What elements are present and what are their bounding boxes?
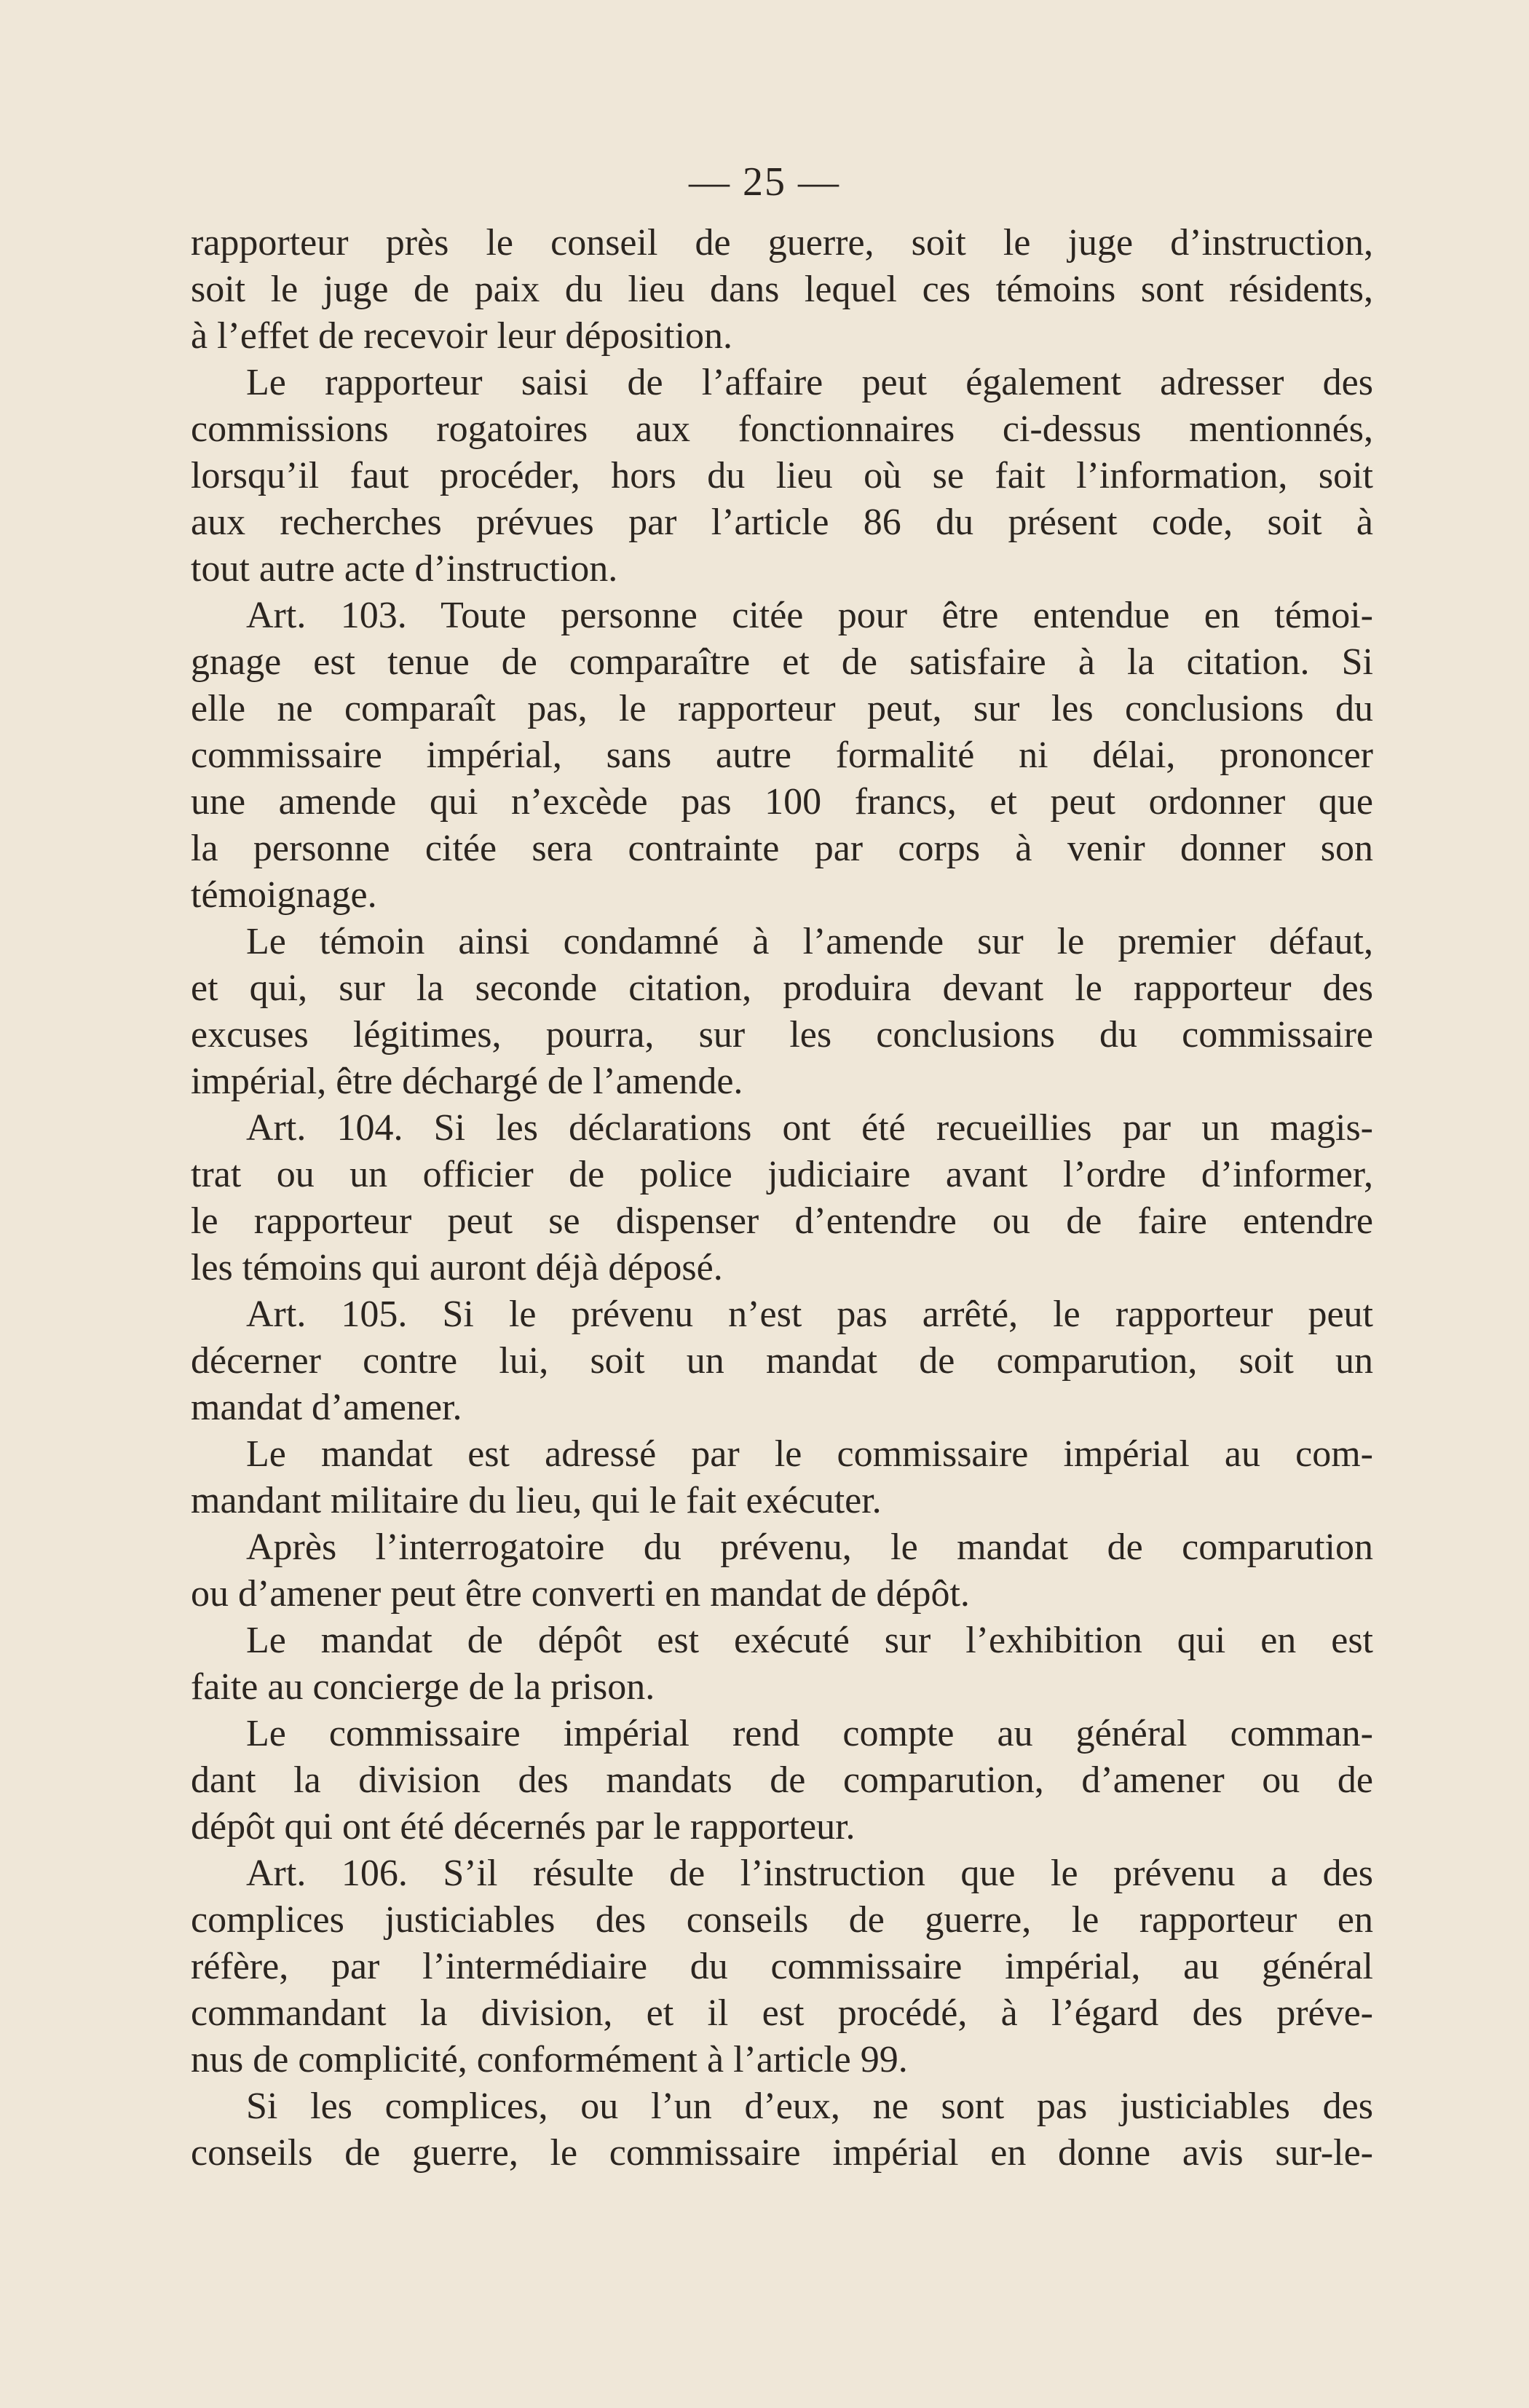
text-line: dépôt qui ont été décernés par le rapporteur. xyxy=(191,1806,856,1847)
text-line: aux recherches prévues par l’article 86 du présent code, soit à xyxy=(191,502,1373,543)
text-line: la personne citée sera contrainte par corps à venir donner son xyxy=(191,828,1373,869)
text-line: commandant la division, et il est procédé, à l’égard des préve- xyxy=(191,1992,1373,2034)
text-line: lorsqu’il faut procéder, hors du lieu où se fait l’information, soit xyxy=(191,455,1373,496)
text-line: conseils de guerre, le commissaire impérial en donne avis sur-le- xyxy=(191,2132,1373,2174)
text-line: Art. 104. Si les déclarations ont été recueillies par un magis- xyxy=(246,1107,1373,1149)
text-line: nus de complicité, conformément à l’article 99. xyxy=(191,2039,908,2080)
page-number: — 25 — xyxy=(689,159,840,205)
text-line: et qui, sur la seconde citation, produira devant le rapporteur des xyxy=(191,967,1373,1009)
text-line: Le commissaire impérial rend compte au général comman- xyxy=(246,1713,1373,1754)
text-line: une amende qui n’excède pas 100 francs, et peut ordonner que xyxy=(191,781,1373,823)
text-line: Art. 103. Toute personne citée pour être entendue en témoi- xyxy=(246,595,1373,636)
text-line: décerner contre lui, soit un mandat de comparution, soit un xyxy=(191,1340,1373,1382)
text-line: impérial, être déchargé de l’amende. xyxy=(191,1061,743,1102)
text-line: Le rapporteur saisi de l’affaire peut également adresser des xyxy=(246,362,1373,403)
text-line: le rapporteur peut se dispenser d’entendre ou de faire entendre xyxy=(191,1200,1373,1242)
text-line: excuses légitimes, pourra, sur les conclusions du commissaire xyxy=(191,1014,1373,1056)
text-line: Après l’interrogatoire du prévenu, le mandat de comparution xyxy=(246,1526,1373,1568)
text-line: mandant militaire du lieu, qui le fait exécuter. xyxy=(191,1480,882,1521)
text-line: Art. 106. S’il résulte de l’instruction que le prévenu a des xyxy=(246,1853,1373,1894)
text-line: elle ne comparaît pas, le rapporteur peut, sur les conclusions du xyxy=(191,688,1373,729)
text-line: Art. 105. Si le prévenu n’est pas arrêté, le rapporteur peut xyxy=(246,1294,1373,1335)
text-line: rapporteur près le conseil de guerre, soit le juge d’instruction, xyxy=(191,222,1373,264)
text-line: commissions rogatoires aux fonctionnaires ci-dessus mentionnés, xyxy=(191,408,1373,450)
text-line: tout autre acte d’instruction. xyxy=(191,548,618,590)
text-line: témoignage. xyxy=(191,874,377,916)
text-line: commissaire impérial, sans autre formalité ni délai, prononcer xyxy=(191,734,1373,776)
text-line: faite au concierge de la prison. xyxy=(191,1666,655,1708)
text-line: les témoins qui auront déjà déposé. xyxy=(191,1247,723,1288)
text-line: complices justiciables des conseils de guerre, le rapporteur en xyxy=(191,1899,1373,1941)
text-line: ou d’amener peut être converti en mandat de dépôt. xyxy=(191,1573,970,1615)
text-line: mandat d’amener. xyxy=(191,1387,462,1428)
text-line: à l’effet de recevoir leur déposition. xyxy=(191,315,733,357)
text-line: réfère, par l’intermédiaire du commissaire impérial, au général xyxy=(191,1946,1373,1987)
text-line: Le mandat de dépôt est exécuté sur l’exhibition qui en est xyxy=(246,1620,1373,1661)
text-line: trat ou un officier de police judiciaire avant l’ordre d’informer, xyxy=(191,1154,1373,1195)
text-line: Le mandat est adressé par le commissaire impérial au com- xyxy=(246,1433,1373,1475)
text-line: gnage est tenue de comparaître et de satisfaire à la citation. Si xyxy=(191,641,1373,683)
text-line: Si les complices, ou l’un d’eux, ne sont pas justiciables des xyxy=(246,2086,1373,2127)
text-line: dant la division des mandats de comparution, d’amener ou de xyxy=(191,1759,1373,1801)
body-text xyxy=(191,220,1373,2177)
text-line: Le témoin ainsi condamné à l’amende sur le premier défaut, xyxy=(246,921,1373,962)
text-line: soit le juge de paix du lieu dans lequel ces témoins sont résidents, xyxy=(191,269,1373,310)
